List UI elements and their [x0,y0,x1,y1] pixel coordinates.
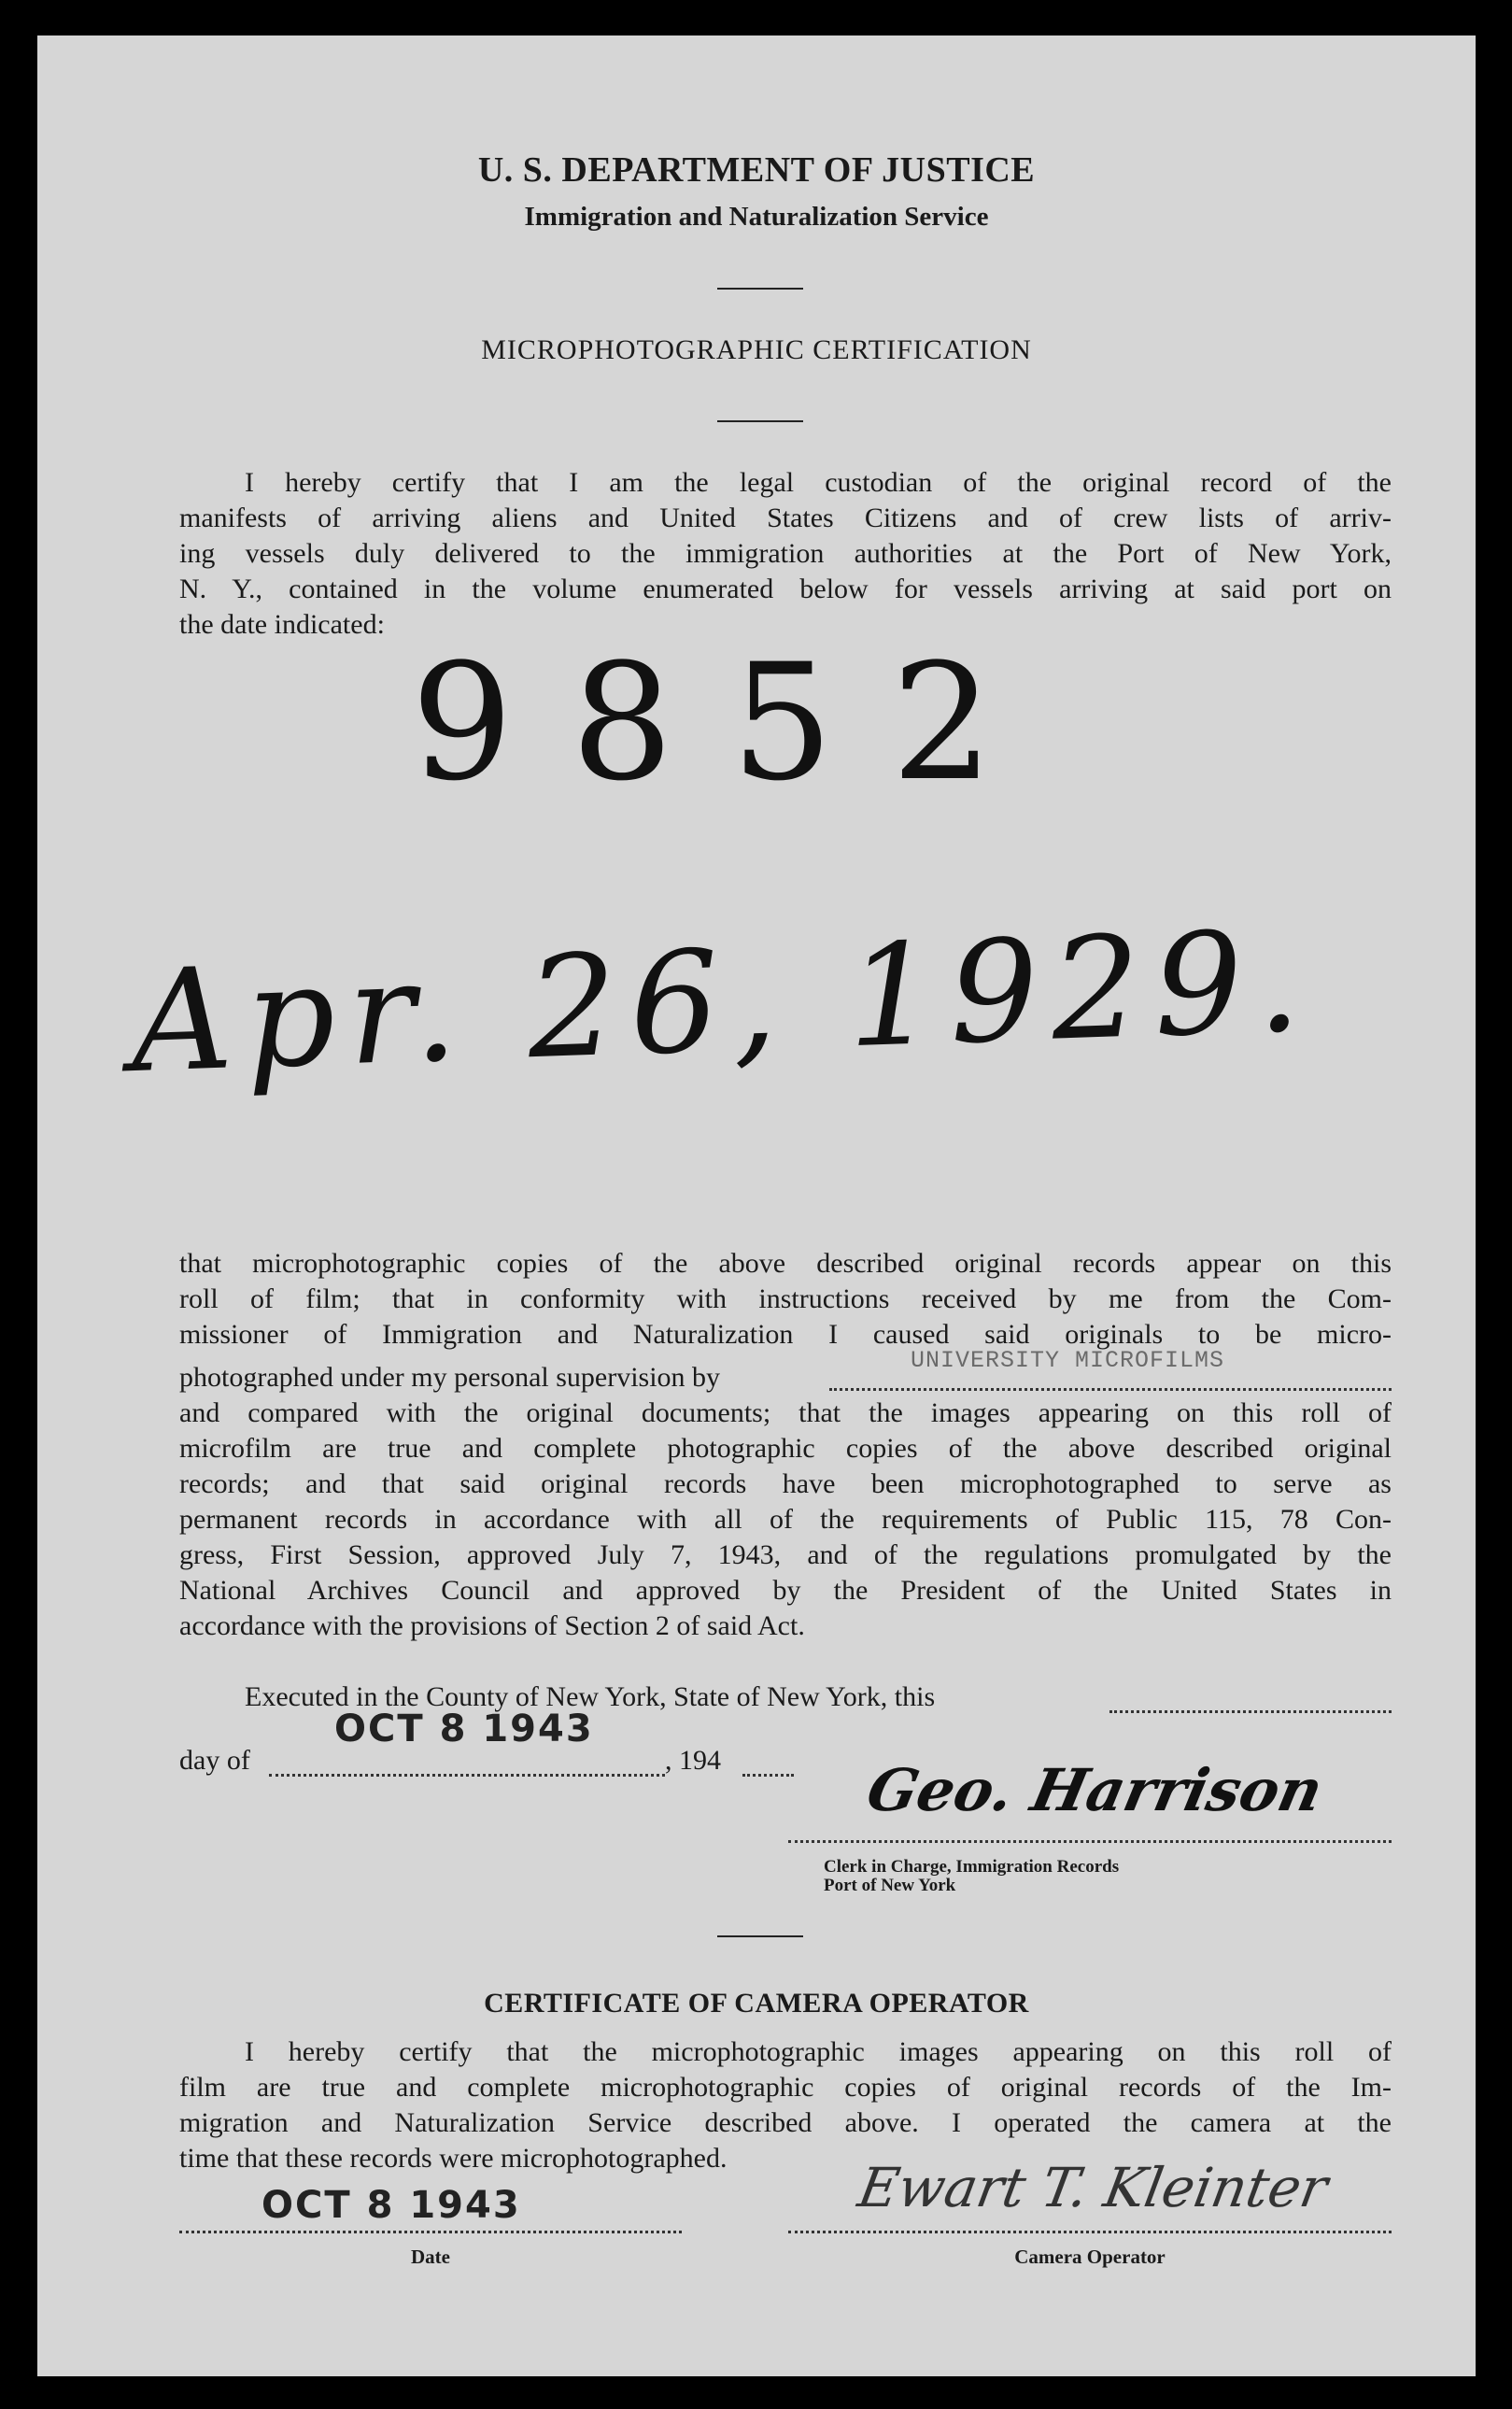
intro-line: ing vessels duly delivered to the immigration authorities at the Port of New York, [179,538,1392,569]
executed-date-stamp: OCT 8 1943 [334,1708,594,1750]
executed-day-dotted-line [1109,1710,1392,1713]
clerk-signature-dotted-line [788,1840,1392,1843]
supervisor-dotted-line [829,1388,1392,1391]
body-line: records; and that said original records have been microphotographed to serve as [179,1468,1392,1499]
camera-date-dotted-line [179,2231,682,2233]
intro-line: manifests of arriving aliens and United States Citizens and of crew lists of arriv- [179,503,1392,533]
camera-operator-dotted-line [788,2231,1392,2233]
body-line: permanent records in accordance with all of the requirements of Public 115, 78 Con- [179,1504,1392,1535]
year-dotted-line [742,1774,794,1777]
microfilm-stamp: UNIVERSITY MICROFILMS [911,1347,1225,1374]
day-of-dotted-line [269,1774,665,1777]
service-subheading: Immigration and Naturalization Service [524,202,989,232]
title-divider [717,420,803,422]
header-divider [717,288,803,290]
camera-certificate-heading: CERTIFICATE OF CAMERA OPERATOR [484,1988,1029,2019]
body-line: photographed under my personal supervision by [179,1362,721,1393]
body-line: National Archives Council and approved by the President of the United States in [179,1575,1392,1606]
body-line: roll of film; that in conformity with instructions received by me from the Com- [179,1283,1392,1314]
date-label: Date [411,2246,450,2268]
camera-line: time that these records were microphotographed. [179,2143,728,2174]
camera-operator-label: Camera Operator [1014,2246,1166,2268]
body-line: and compared with the original documents; that the images appearing on this roll of [179,1397,1392,1428]
intro-line: I hereby certify that I am the legal custodian of the original record of the [245,467,1392,498]
body-line: gress, First Session, approved July 7, 1943, and of the regulations promulgated by the [179,1539,1392,1570]
handwritten-arrival-date: Apr. 26, 1929. [128,900,1317,1105]
camera-line: migration and Naturalization Service described above. I operated the camera at the [179,2107,1392,2138]
form-title: MICROPHOTOGRAPHIC CERTIFICATION [481,334,1032,365]
body-line: accordance with the provisions of Section 2 of said Act. [179,1610,805,1641]
camera-line: film are true and complete microphotographic copies of original records of the Im- [179,2072,1392,2103]
day-of-label: day of [179,1745,250,1776]
certificate-page [37,35,1476,2376]
body-line: missioner of Immigration and Naturalization I caused said originals to be micro- [179,1319,1392,1350]
handwritten-volume-number: 9852 [411,629,1052,816]
camera-line: I hereby certify that the microphotographic images appearing on this roll of [245,2036,1392,2067]
camera-date-stamp: OCT 8 1943 [261,2184,521,2227]
clerk-signature: Geo. Harrison [861,1756,1329,1824]
camera-operator-signature: Ewart T. Kleinter [854,2156,1333,2219]
intro-line: N. Y., contained in the volume enumerated below for vessels arriving at said port on [179,574,1392,604]
body-line: microfilm are true and complete photographic copies of the above described original [179,1433,1392,1464]
department-heading: U. S. DEPARTMENT OF JUSTICE [477,150,1036,190]
clerk-port: Port of New York [824,1876,956,1895]
clerk-title: Clerk in Charge, Immigration Records [824,1857,1120,1877]
camera-section-divider [717,1935,803,1937]
body-line: that microphotographic copies of the above described original records appear on this [179,1248,1392,1279]
executed-line: Executed in the County of New York, State of New York, this [245,1681,936,1712]
year-label: , 194 [665,1745,721,1776]
intro-line: the date indicated: [179,609,385,640]
